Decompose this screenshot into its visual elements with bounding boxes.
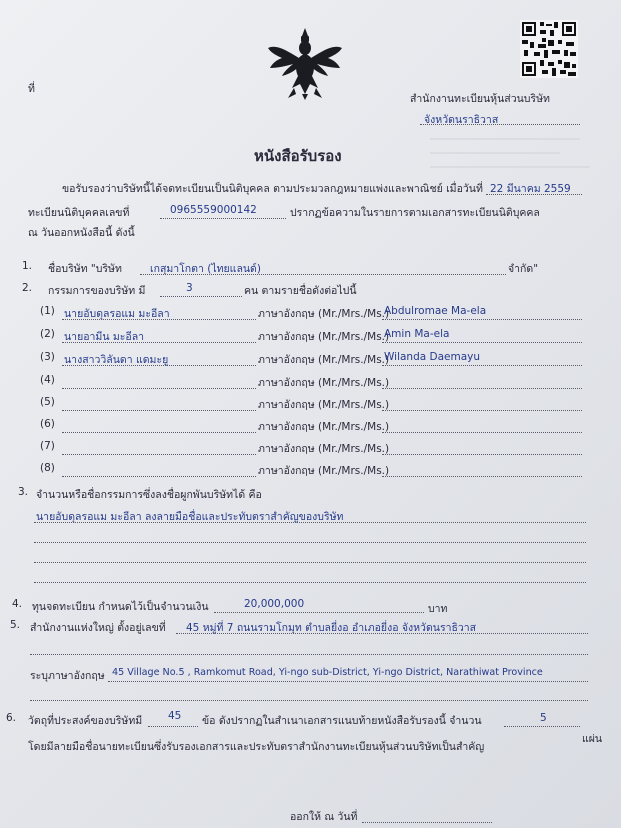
director-english-name: Wilanda Daemayu xyxy=(384,351,481,363)
head-office-address-english: 45 Village No.5 , Ramkomut Road, Yi-ngo sub-District, Yi-ngo District, Narathiwat Province xyxy=(112,667,543,678)
dotted-line xyxy=(382,365,582,366)
intro-line-3: ณ วันออกหนังสือนี้ ดังนี้ xyxy=(28,227,135,239)
english-address-dotted-line xyxy=(108,681,588,682)
registration-number: 0965559000142 xyxy=(170,204,257,216)
office-province: จังหวัดนราธิวาส xyxy=(424,114,499,126)
garuda-emblem-icon xyxy=(266,26,344,100)
english-name-label: ภาษาอังกฤษ (Mr./Mrs./Ms.) xyxy=(258,308,390,320)
director-thai-name: นายอามีน มะอีลา xyxy=(64,331,145,343)
english-name-label: ภาษาอังกฤษ (Mr./Mrs./Ms.) xyxy=(258,354,390,366)
objectives-dotted-line xyxy=(148,726,198,727)
address-dotted-line xyxy=(176,633,588,634)
dotted-line xyxy=(62,319,256,320)
director-index: (7) xyxy=(40,440,55,452)
dotted-line xyxy=(62,388,256,389)
director-count-dotted-line xyxy=(160,296,242,297)
company-suffix: จำกัด" xyxy=(508,263,539,275)
pages-unit: แผ่น xyxy=(582,733,603,745)
director-index: (3) xyxy=(40,351,55,363)
qr-code-icon xyxy=(520,20,578,78)
blank-dotted-line xyxy=(34,582,586,583)
signatory-value: นายอับดุลรอแม มะอีลา ลงลายมือชื่อและประทับตราสำคัญของบริษัท xyxy=(36,511,344,523)
item-4-number: 4. xyxy=(12,598,23,610)
intro-line-1: ขอรับรองว่าบริษัทนี้ได้จดทะเบียนเป็นนิติบุคคล ตามประมวลกฎหมายแพ่งและพาณิชย์ เมื่อวันที่ xyxy=(62,183,483,195)
blank-dotted-line xyxy=(34,562,586,563)
registration-number-label: ทะเบียนนิติบุคคลเลขที่ xyxy=(28,207,130,219)
dotted-line xyxy=(382,454,582,455)
regnum-dotted-line xyxy=(160,218,286,219)
director-index: (1) xyxy=(40,305,55,317)
issued-date-label: ออกให้ ณ วันที่ xyxy=(290,811,358,823)
english-name-label: ภาษาอังกฤษ (Mr./Mrs./Ms.) xyxy=(258,465,390,477)
dotted-line xyxy=(382,476,582,477)
director-thai-name: นางสาววิลันดา แดมะยู xyxy=(64,354,169,366)
capital-amount: 20,000,000 xyxy=(244,598,305,610)
english-name-label: ภาษาอังกฤษ (Mr./Mrs./Ms.) xyxy=(258,443,390,455)
dotted-line xyxy=(62,365,256,366)
capital-label: ทุนจดทะเบียน กำหนดไว้เป็นจำนวนเงิน xyxy=(32,601,209,613)
company-dotted-line xyxy=(140,274,506,275)
director-count: 3 xyxy=(186,282,193,294)
item-5-number: 5. xyxy=(10,619,21,631)
dotted-line xyxy=(62,454,256,455)
director-english-name: Amin Ma-ela xyxy=(384,328,450,340)
dotted-line xyxy=(62,432,256,433)
english-name-label: ภาษาอังกฤษ (Mr./Mrs./Ms.) xyxy=(258,399,390,411)
item-3-number: 3. xyxy=(18,486,29,498)
registration-date: 22 มีนาคม 2559 xyxy=(490,183,571,195)
attachment-pages: 5 xyxy=(540,712,547,724)
directors-label: กรรมการของบริษัท มี xyxy=(48,285,146,297)
signatory-dotted-line xyxy=(34,522,586,523)
dotted-line xyxy=(62,342,256,343)
blank-dotted-line xyxy=(30,654,588,655)
objectives-label: วัตถุที่ประสงค์ของบริษัทมี xyxy=(28,715,143,727)
director-index: (6) xyxy=(40,418,55,430)
objectives-mid-text: ข้อ ดังปรากฏในสำเนาเอกสารแนบท้ายหนังสือรับรองนี้ จำนวน xyxy=(202,715,482,727)
dotted-line xyxy=(382,388,582,389)
director-index: (2) xyxy=(40,328,55,340)
dotted-line xyxy=(382,342,582,343)
office-name: สำนักงานทะเบียนหุ้นส่วนบริษัท xyxy=(410,93,550,105)
dotted-line xyxy=(382,319,582,320)
date-dotted-line xyxy=(486,194,582,195)
objectives-count: 45 xyxy=(168,710,182,722)
director-index: (5) xyxy=(40,396,55,408)
capital-dotted-line xyxy=(214,612,424,613)
intro-line-2-tail: ปรากฏข้อความในรายการตามเอกสารทะเบียนนิติบุคคล xyxy=(290,207,540,219)
item-1-number: 1. xyxy=(22,260,33,272)
issued-date-dotted-line xyxy=(362,822,492,823)
english-address-label: ระบุภาษาอังกฤษ xyxy=(30,670,105,682)
directors-tail: คน ตามรายชื่อดังต่อไปนี้ xyxy=(244,285,357,297)
director-english-name: Abdulromae Ma-ela xyxy=(384,305,487,317)
dotted-line xyxy=(382,410,582,411)
director-thai-name: นายอับดุลรอแม มะอีลา xyxy=(64,308,170,320)
dotted-line xyxy=(62,410,256,411)
reference-label: ที่ xyxy=(28,83,35,95)
signatory-label: จำนวนหรือชื่อกรรมการซึ่งลงชื่อผูกพันบริษัทได้ คือ xyxy=(36,489,262,501)
blank-dotted-line xyxy=(34,542,586,543)
english-name-label: ภาษาอังกฤษ (Mr./Mrs./Ms.) xyxy=(258,377,390,389)
dotted-line xyxy=(382,432,582,433)
director-index: (4) xyxy=(40,374,55,386)
english-name-label: ภาษาอังกฤษ (Mr./Mrs./Ms.) xyxy=(258,331,390,343)
item-6-number: 6. xyxy=(6,712,17,724)
director-index: (8) xyxy=(40,462,55,474)
province-dotted-line xyxy=(420,124,580,125)
dotted-line xyxy=(62,476,256,477)
objectives-line-2: โดยมีลายมือชื่อนายทะเบียนซึ่งรับรองเอกสารและประทับตราสำนักงานทะเบียนหุ้นส่วนบริษัทเป็นสำคัญ xyxy=(28,741,485,753)
company-name: เกสุมาโกตา (ไทยแลนด์) xyxy=(150,263,261,275)
english-name-label: ภาษาอังกฤษ (Mr./Mrs./Ms.) xyxy=(258,421,390,433)
company-name-label: ชื่อบริษัท "บริษัท xyxy=(48,263,122,275)
pages-dotted-line xyxy=(504,726,580,727)
document-title: หนังสือรับรอง xyxy=(254,147,342,165)
item-2-number: 2. xyxy=(22,282,33,294)
capital-unit: บาท xyxy=(428,603,448,615)
head-office-label: สำนักงานแห่งใหญ่ ตั้งอยู่เลขที่ xyxy=(30,622,166,634)
head-office-address-thai: 45 หมู่ที่ 7 ถนนรามโกมุท ตำบลยี่งอ อำเภอยี่งอ จังหวัดนราธิวาส xyxy=(186,622,477,634)
blank-dotted-line xyxy=(30,700,588,701)
